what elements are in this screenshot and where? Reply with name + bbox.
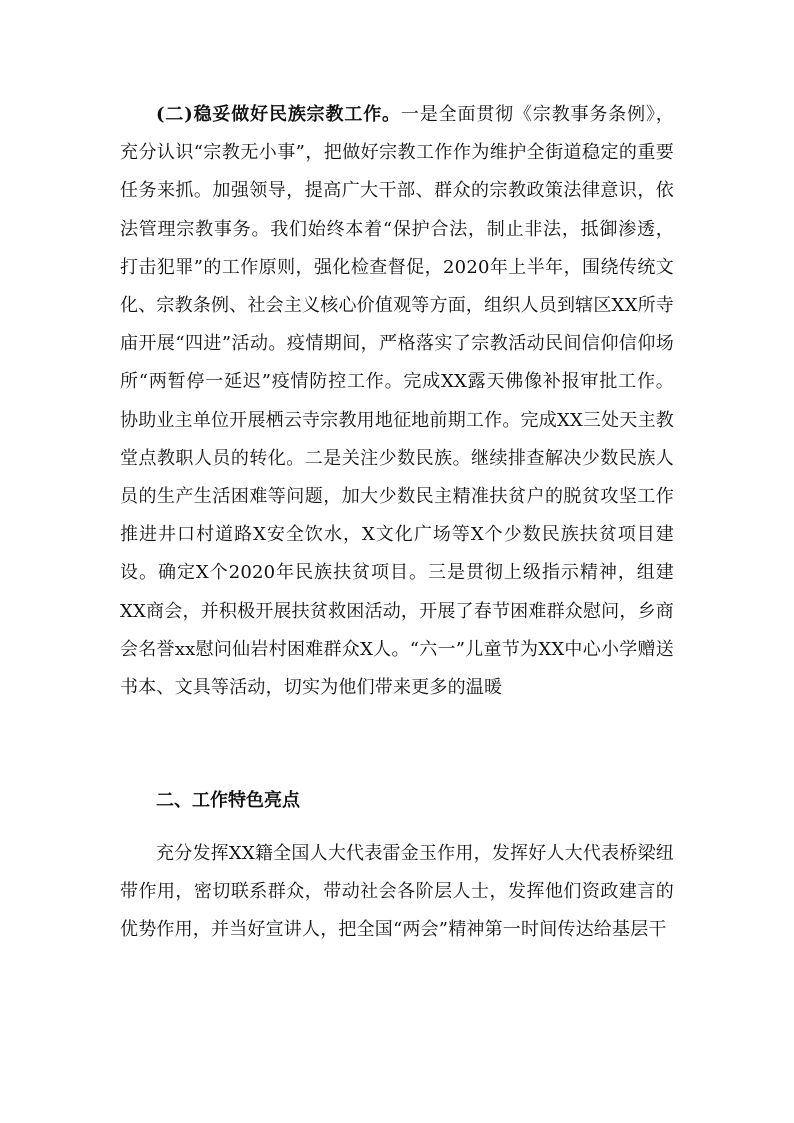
paragraph-ethnic-religious-work (120, 96, 674, 707)
paragraph-highlights (120, 835, 674, 950)
paragraph-text: 充分发挥XX籍全国人大代表雷金玉作用，发挥好人大代表桥梁纽带作用，密切联系群众，带动社会各阶层人士，发挥他们资政建言的优势作用，并当好宣讲人，把全国“两会”精神第一时间传达给基层干 (120, 843, 674, 941)
paragraph-lead-title: (二)稳妥做好民族宗教工作。 (156, 104, 401, 125)
paragraph-body (120, 96, 674, 707)
section-heading: 二、工作特色亮点 (156, 790, 300, 811)
paragraph-text: 一是全面贯彻《宗教事务条例》，充分认识“宗教无小事”，把做好宗教工作作为维护全街道稳定的重要任务来抓。加强领导，提高广大干部、群众的宗教政策法律意识，依法管理宗教事务。我们始终本着“保护合法，制止非法，抵御渗透，打击犯罪”的工作原则，强化检查督促，2020年上半年，围绕传统文化、宗教条例、社会主义核心价值观等方面，组织人员到辖区XX所寺庙开展“四进”活动。疫情期间，严格落实了宗教活动民间信仰信仰场所“两暂停一延迟”疫情防控工作。完成XX露天佛像补报审批工作。协助业主单位开展栖云寺宗教用地征地前期工作。完成XX三处天主教堂点教职人员的转化。二是关注少数民族。继续排查解决少数民族人员的生产生活困难等问题，加大少数民主精准扶贫户的脱贫攻坚工作推进井口村道路X安全饮水，X文化广场等X个少数民族扶贫项目建设。确定X个2020年民族扶贫项目。三是贯彻上级指示精神，组建XX商会，并积极开展扶贫救困活动，开展了春节困难群众慰问，乡商会名誉xx慰问仙岩村困难群众X人。“六一”儿童节为XX中心小学赠送书本、文具等活动，切实为他们带来更多的温暖 (120, 104, 674, 699)
